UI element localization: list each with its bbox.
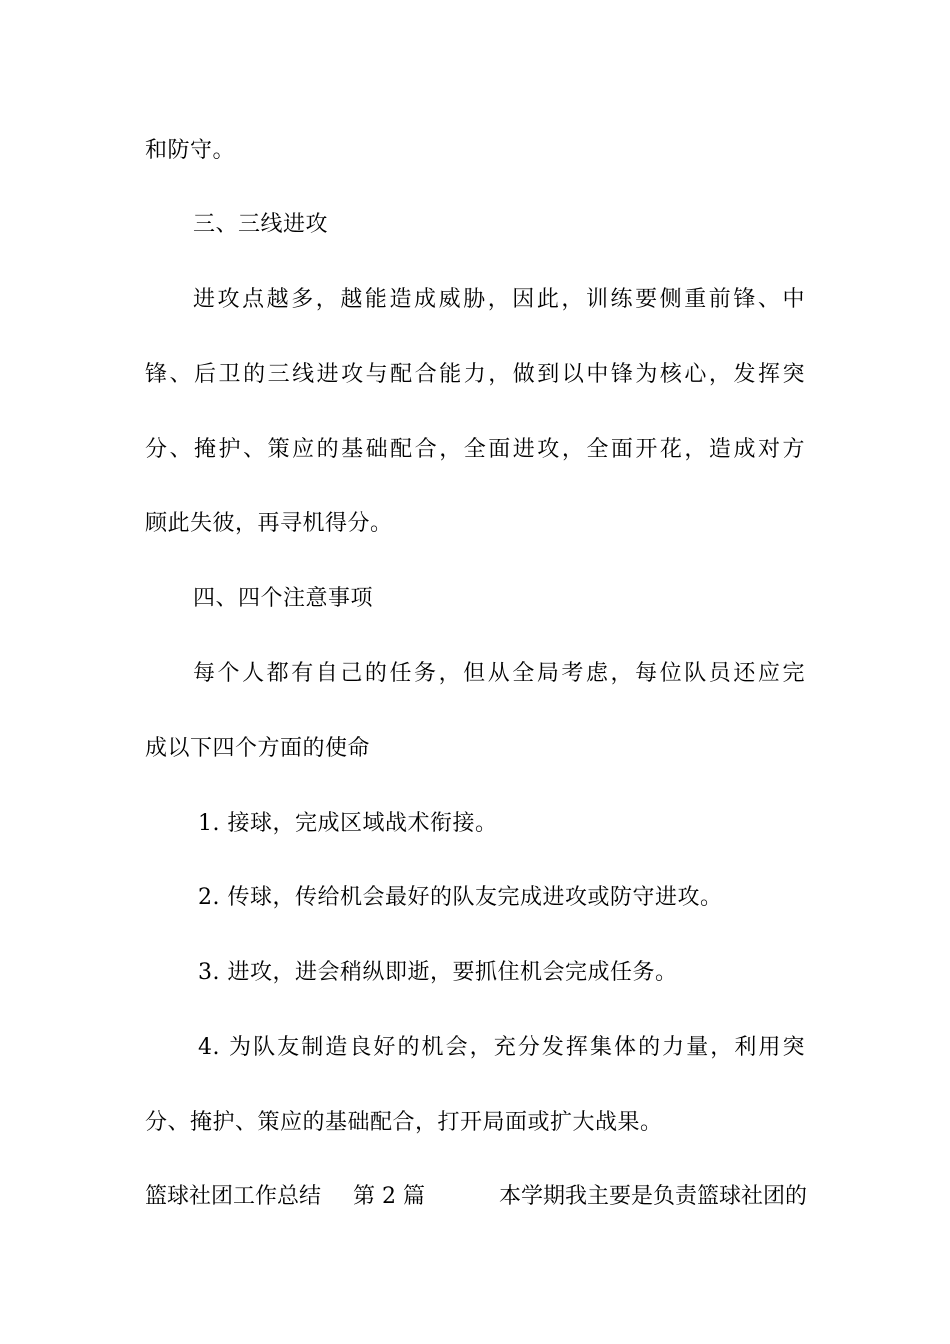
list-item-4-continuation: 分、掩护、策应的基础配合，打开局面或扩大战果。	[145, 1110, 663, 1135]
list-item-4: 4. 为队友制造良好的机会，充分发挥集体的力量，利用突	[198, 1035, 805, 1060]
paragraph-line: 顾此失彼，再寻机得分。	[145, 511, 393, 536]
paragraph-line: 分、掩护、策应的基础配合，全面进攻，全面开花，造成对方	[145, 437, 805, 462]
paragraph-line: 进攻点越多，越能造成威胁，因此，训练要侧重前锋、中	[193, 287, 805, 312]
paragraph-line: 成以下四个方面的使命	[145, 736, 371, 761]
section-heading-three-line-attack: 三、三线进攻	[193, 212, 329, 237]
paragraph-continuation: 和防守。	[145, 138, 236, 163]
section-heading-four-notes: 四、四个注意事项	[193, 586, 374, 611]
paragraph-line: 每个人都有自己的任务，但从全局考虑，每位队员还应完	[193, 661, 805, 686]
list-item-1: 1. 接球，完成区域战术衔接。	[198, 811, 498, 836]
article-title: 篮球社团工作总结	[145, 1184, 322, 1209]
list-item-2: 2. 传球，传给机会最好的队友完成进攻或防守进攻。	[198, 885, 723, 910]
article-part-number: 第 2 篇	[353, 1184, 425, 1209]
list-item-3: 3. 进攻，进会稍纵即逝，要抓住机会完成任务。	[198, 960, 678, 985]
article-intro-text: 本学期我主要是负责篮球社团的	[498, 1184, 807, 1209]
paragraph-line: 锋、后卫的三线进攻与配合能力，做到以中锋为核心，发挥突	[145, 362, 805, 387]
